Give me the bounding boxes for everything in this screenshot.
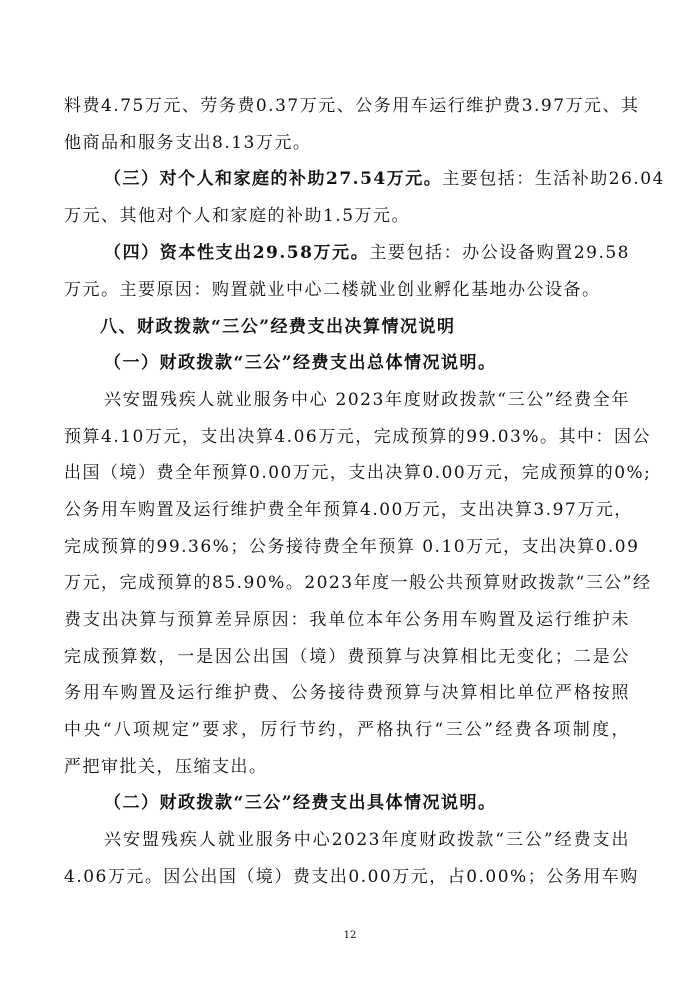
section-heading: （一）财政拨款“三公”经费支出总体情况说明。 [104, 353, 497, 373]
text-line: 他商品和服务支出8.13万元。 [64, 133, 312, 153]
section-heading: （二）财政拨款“三公”经费支出具体情况说明。 [104, 793, 497, 813]
text-line: 费支出决算与预算差异原因：我单位本年公务用车购置及运行维护未 [64, 610, 630, 630]
text-line: 完成预算的99.36%；公务接待费全年预算 0.10万元，支出决算0.09 [64, 537, 640, 557]
text-line [104, 242, 630, 264]
page-number: 12 [343, 930, 357, 941]
text-line: 完成预算数，一是因公出国（境）费预算与决算相比无变化；二是公 [64, 647, 630, 667]
text-line: 出国（境）费全年预算0.00万元，支出决算0.00万元，完成预算的0%; [64, 463, 652, 483]
text-line: 公务用车购置及运行维护费全年预算4.00万元，支出决算3.97万元， [64, 500, 633, 520]
text-line: 兴安盟残疾人就业服务中心 2023年度财政拨款“三公”经费全年 [104, 390, 630, 410]
text-line: 务用车购置及运行维护费、公务接待费预算与决算相比单位严格按照 [64, 683, 630, 703]
text-line: 预算4.10万元，支出决算4.06万元，完成预算的99.03%。其中：因公 [64, 427, 652, 447]
text-line: 万元，完成预算的85.90%。2023年度一般公共预算财政拨款“三公”经 [64, 573, 652, 593]
text-span: 主要包括：生活补助26.04 [442, 169, 665, 189]
text-line: 严把审批关，压缩支出。 [64, 757, 268, 777]
text-line: 兴安盟残疾人就业服务中心2023年度财政拨款“三公”经费支出 [104, 830, 630, 850]
text-line [104, 168, 665, 190]
text-line: 料费4.75万元、劳务费0.37万元、公务用车运行维护费3.97万元、其 [64, 96, 640, 116]
text-line: 中央“八项规定”要求，厉行节约，严格执行“三公”经费各项制度， [64, 720, 630, 740]
text-line: 4.06万元。因公出国（境）费支出0.00万元，占0.00%；公务用车购 [64, 867, 639, 887]
chapter-heading: 八、财政拨款“三公”经费支出决算情况说明 [100, 317, 456, 337]
text-span: 主要包括：办公设备购置29.58 [369, 243, 630, 263]
text-line: 万元。主要原因：购置就业中心二楼就业创业孵化基地办公设备。 [64, 280, 601, 300]
section-heading-4: （四）资本性支出29.58万元。 [104, 243, 370, 263]
text-line: 万元、其他对个人和家庭的补助1.5万元。 [64, 206, 411, 226]
section-heading-3: （三）对个人和家庭的补助27.54万元。 [104, 169, 443, 189]
